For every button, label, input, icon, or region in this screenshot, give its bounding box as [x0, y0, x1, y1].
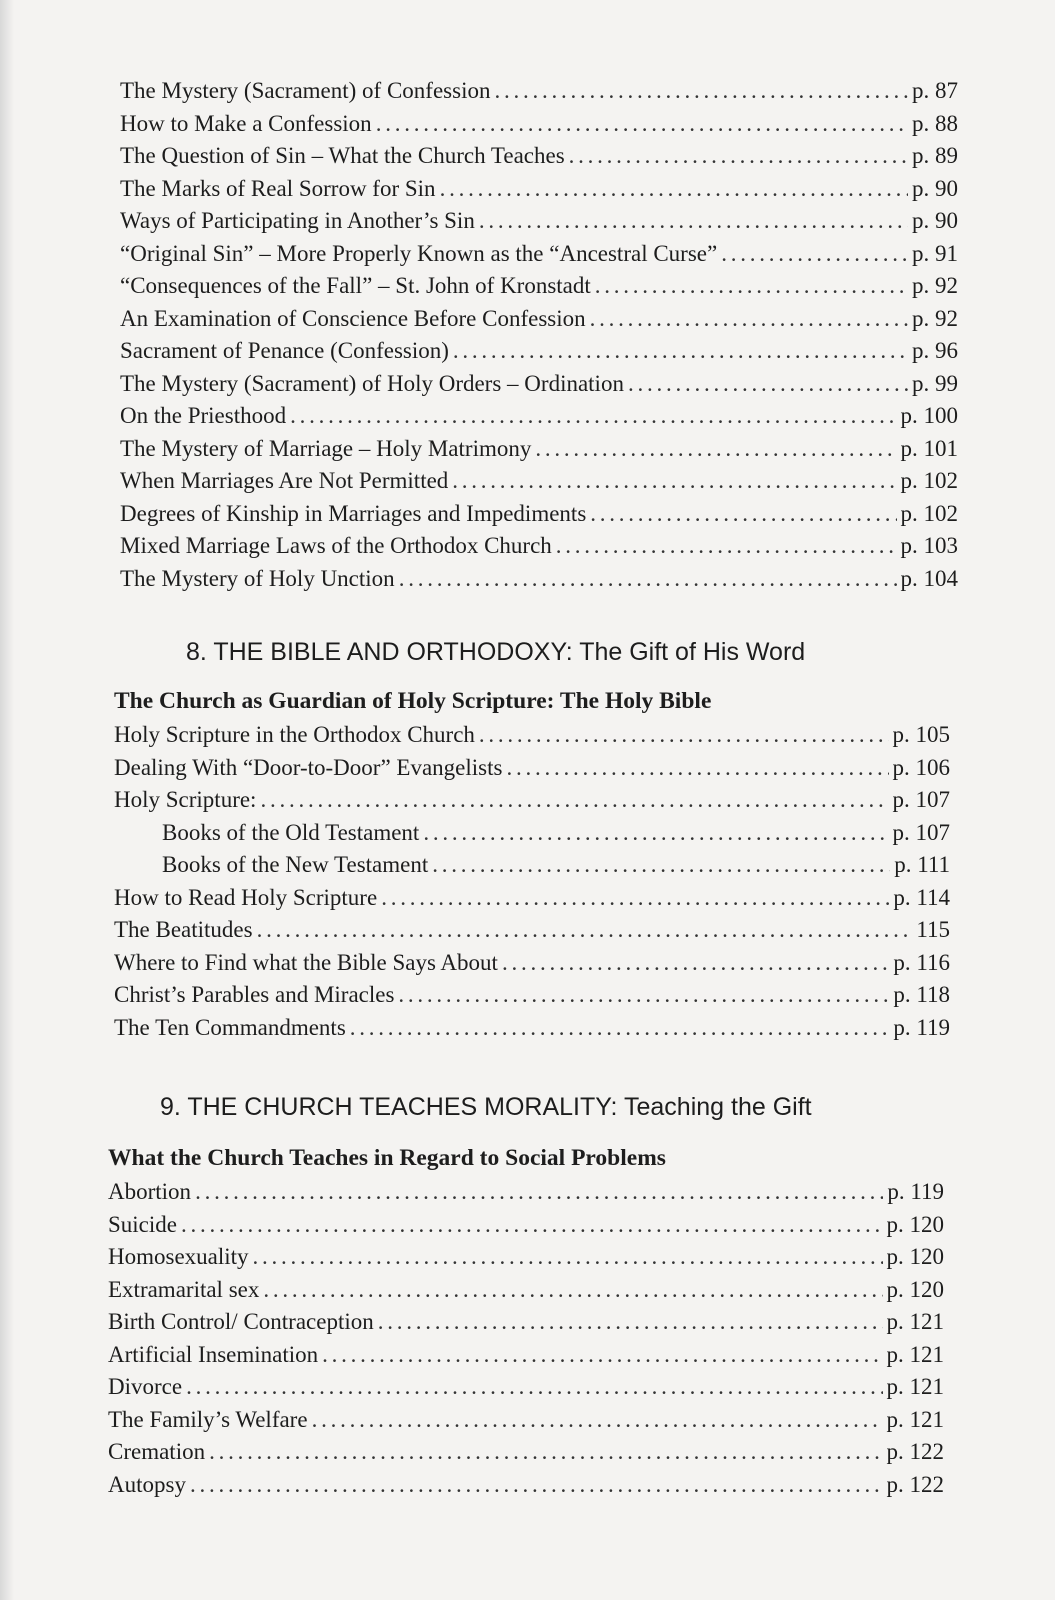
- toc-entry: [120, 176, 958, 209]
- dot-leader: [502, 950, 889, 976]
- toc-entry-page: p. 111: [894, 852, 950, 877]
- dot-leader: [186, 1374, 882, 1400]
- toc-entry-title: When Marriages Are Not Permitted: [120, 468, 449, 493]
- dot-leader: [628, 371, 908, 397]
- dot-leader: [399, 566, 897, 592]
- toc-entry-title: The Mystery of Holy Unction: [120, 565, 395, 591]
- dot-leader: [257, 917, 913, 943]
- toc-entry-title: Abortion: [108, 1179, 192, 1204]
- dot-leader: [378, 1309, 883, 1335]
- toc-entry-page: p. 101: [900, 435, 958, 461]
- section-9-subheading: What the Church Teaches in Regard to Social Problems: [108, 1145, 666, 1171]
- toc-entry-page: p. 119: [887, 1179, 944, 1204]
- toc-entry: [108, 1212, 944, 1245]
- toc-entry: [114, 885, 950, 918]
- toc-entry-page: p. 119: [893, 1014, 950, 1040]
- toc-entry: [108, 1244, 944, 1277]
- toc-entry-page: p. 120: [886, 1211, 944, 1237]
- toc-entry-title: The Beatitudes: [114, 917, 253, 942]
- toc-entry: [120, 208, 958, 241]
- toc-entry-title: Sacrament of Penance (Confession): [120, 338, 449, 363]
- dot-leader: [290, 403, 896, 429]
- dot-leader: [590, 306, 908, 332]
- toc-entry-title: Where to Find what the Bible Says About: [114, 949, 498, 975]
- dot-leader: [263, 1277, 882, 1303]
- toc-entry: [108, 1277, 944, 1310]
- toc-entry: [114, 917, 950, 950]
- toc-entry-page: p. 103: [900, 533, 958, 558]
- toc-entry-title: The Question of Sin – What the Church Teaches: [120, 143, 565, 168]
- dot-leader: [381, 885, 889, 911]
- dot-leader: [253, 1244, 883, 1270]
- toc-entry: [120, 338, 958, 371]
- toc-entry-title: The Mystery of Marriage – Holy Matrimony: [120, 435, 532, 461]
- dot-leader: [195, 1179, 883, 1205]
- toc-entry-page: p. 120: [886, 1276, 944, 1302]
- toc-entry-title: Suicide: [108, 1211, 177, 1237]
- toc-entry: [120, 566, 958, 599]
- dot-leader: [479, 208, 908, 234]
- toc-entry-page: p. 90: [912, 175, 958, 201]
- dot-leader: [190, 1472, 883, 1498]
- dot-leader: [312, 1407, 883, 1433]
- toc-entry-page: p. 102: [900, 468, 958, 493]
- toc-entry-title: Ways of Participating in Another’s Sin: [120, 208, 475, 233]
- toc-entry: [114, 950, 950, 983]
- toc-entry-page: p. 107: [892, 787, 950, 812]
- toc-entry-title: The Mystery (Sacrament) of Holy Orders – Ordination: [120, 370, 624, 396]
- toc-entry: [120, 111, 958, 144]
- toc-entry: [114, 852, 950, 885]
- toc-entry: [108, 1342, 944, 1375]
- dot-leader: [181, 1212, 883, 1238]
- toc-entry-page: p. 121: [886, 1406, 944, 1432]
- dot-leader: [376, 111, 908, 137]
- dot-leader: [350, 1015, 890, 1041]
- toc-entry: [120, 403, 958, 436]
- toc-entry: [120, 436, 958, 469]
- toc-entry-page: p. 89: [912, 143, 958, 168]
- toc-entry-page: p. 99: [912, 370, 958, 396]
- toc-entry-title: Mixed Marriage Laws of the Orthodox Church: [120, 533, 552, 558]
- toc-entry-title: “Original Sin” – More Properly Known as the “Ancestral Curse”: [120, 240, 718, 266]
- toc-entry: [114, 722, 950, 755]
- toc-entry-title: How to Read Holy Scripture: [114, 884, 378, 910]
- dot-leader: [260, 787, 888, 813]
- toc-entry-page: p. 122: [886, 1439, 944, 1464]
- toc-entry-title: How to Make a Confession: [120, 110, 372, 136]
- dot-leader: [423, 820, 888, 846]
- toc-entry-title: Homosexuality: [108, 1244, 249, 1269]
- toc-entry-page: p. 121: [886, 1374, 944, 1399]
- dot-leader: [506, 755, 888, 781]
- toc-entry: [120, 371, 958, 404]
- toc-entry-title: Holy Scripture in the Orthodox Church: [114, 722, 475, 747]
- toc-entry-page: p. 120: [886, 1244, 944, 1269]
- toc-entry-page: p. 91: [912, 240, 958, 266]
- toc-entry-page: p. 104: [900, 565, 958, 591]
- dot-leader: [569, 143, 908, 169]
- toc-entry: [114, 820, 950, 853]
- toc-entry-title: Divorce: [108, 1374, 183, 1399]
- section-9-heading: 9. THE CHURCH TEACHES MORALITY: Teaching the Gift: [160, 1093, 812, 1121]
- toc-entry-page: p. 114: [893, 884, 950, 910]
- toc-entry: [108, 1309, 944, 1342]
- toc-entry-page: p. 88: [912, 110, 958, 136]
- dot-leader: [398, 982, 889, 1008]
- toc-entry: [120, 78, 958, 111]
- toc-entry: [108, 1374, 944, 1407]
- toc-entry: [114, 982, 950, 1015]
- toc-entry: [120, 468, 958, 501]
- toc-entry: [120, 241, 958, 274]
- toc-entry-title: Christ’s Parables and Miracles: [114, 982, 395, 1007]
- toc-entry-page: p. 116: [893, 949, 950, 975]
- dot-leader: [452, 468, 896, 494]
- section-8-entries: [114, 688, 950, 1047]
- section-8-subheading: The Church as Guardian of Holy Scripture: The Holy Bible: [114, 688, 712, 714]
- toc-entry-page: p. 106: [892, 754, 950, 780]
- toc-entry-page: p. 118: [893, 982, 950, 1007]
- section-7-entries: [120, 78, 958, 598]
- toc-entry: [108, 1472, 944, 1505]
- toc-entry-page: p. 102: [900, 500, 958, 526]
- toc-entry-title: Cremation: [108, 1439, 206, 1464]
- toc-entry-title: The Marks of Real Sorrow for Sin: [120, 175, 436, 201]
- toc-entry-title: Holy Scripture:: [114, 787, 257, 812]
- toc-entry-title: Extramarital sex: [108, 1276, 260, 1302]
- toc-entry-title: On the Priesthood: [120, 403, 287, 428]
- dot-leader: [556, 533, 897, 559]
- toc-entry-title: Books of the New Testament: [162, 852, 429, 877]
- toc-entry: [114, 755, 950, 788]
- toc-entry-page: p. 96: [912, 338, 958, 363]
- toc-entry: [120, 273, 958, 306]
- toc-entry-page: p. 92: [912, 305, 958, 331]
- toc-entry-title: Autopsy: [108, 1471, 186, 1497]
- toc-entry: [114, 1015, 950, 1048]
- dot-leader: [595, 273, 908, 299]
- dot-leader: [322, 1342, 882, 1368]
- dot-leader: [721, 241, 908, 267]
- dot-leader: [479, 722, 889, 748]
- toc-entry-title: An Examination of Conscience Before Confession: [120, 305, 586, 331]
- toc-entry-page: p. 105: [892, 722, 950, 747]
- toc-entry-title: “Consequences of the Fall” – St. John of Kronstadt: [120, 273, 591, 298]
- dot-leader: [209, 1439, 882, 1465]
- toc-entry: [120, 533, 958, 566]
- toc-entry-title: The Family’s Welfare: [108, 1406, 308, 1432]
- toc-entry-page: p. 92: [912, 273, 958, 298]
- toc-entry: [114, 787, 950, 820]
- dot-leader: [432, 852, 890, 878]
- dot-leader: [535, 436, 896, 462]
- dot-leader: [453, 338, 908, 364]
- toc-entry: [120, 306, 958, 339]
- toc-entry-page: 115: [916, 917, 950, 942]
- toc-entry-page: p. 121: [886, 1309, 944, 1334]
- page-edge-shadow: [0, 0, 14, 1600]
- dot-leader: [494, 78, 908, 104]
- toc-entry: [108, 1179, 944, 1212]
- toc-entry-title: Dealing With “Door-to-Door” Evangelists: [114, 754, 503, 780]
- toc-entry-title: Degrees of Kinship in Marriages and Impediments: [120, 500, 587, 526]
- toc-entry-title: The Mystery (Sacrament) of Confession: [120, 78, 491, 103]
- toc-entry-page: p. 122: [886, 1471, 944, 1497]
- toc-entry: [108, 1439, 944, 1472]
- section-9-entries: [108, 1145, 944, 1504]
- toc-entry-page: p. 87: [912, 78, 958, 103]
- toc-entry-title: Artificial Insemination: [108, 1341, 319, 1367]
- dot-leader: [590, 501, 896, 527]
- dot-leader: [440, 176, 908, 202]
- toc-entry-page: p. 121: [886, 1341, 944, 1367]
- toc-entry-page: p. 90: [912, 208, 958, 233]
- toc-entry-page: p. 100: [900, 403, 958, 428]
- section-8-heading: 8. THE BIBLE AND ORTHODOXY: The Gift of His Word: [186, 638, 806, 666]
- toc-entry: [120, 143, 958, 176]
- toc-entry: [108, 1407, 944, 1440]
- toc-entry-title: Birth Control/ Contraception: [108, 1309, 374, 1334]
- toc-entry-page: p. 107: [892, 819, 950, 845]
- toc-entry-title: Books of the Old Testament: [162, 819, 420, 845]
- toc-entry-title: The Ten Commandments: [114, 1014, 346, 1040]
- toc-entry: [120, 501, 958, 534]
